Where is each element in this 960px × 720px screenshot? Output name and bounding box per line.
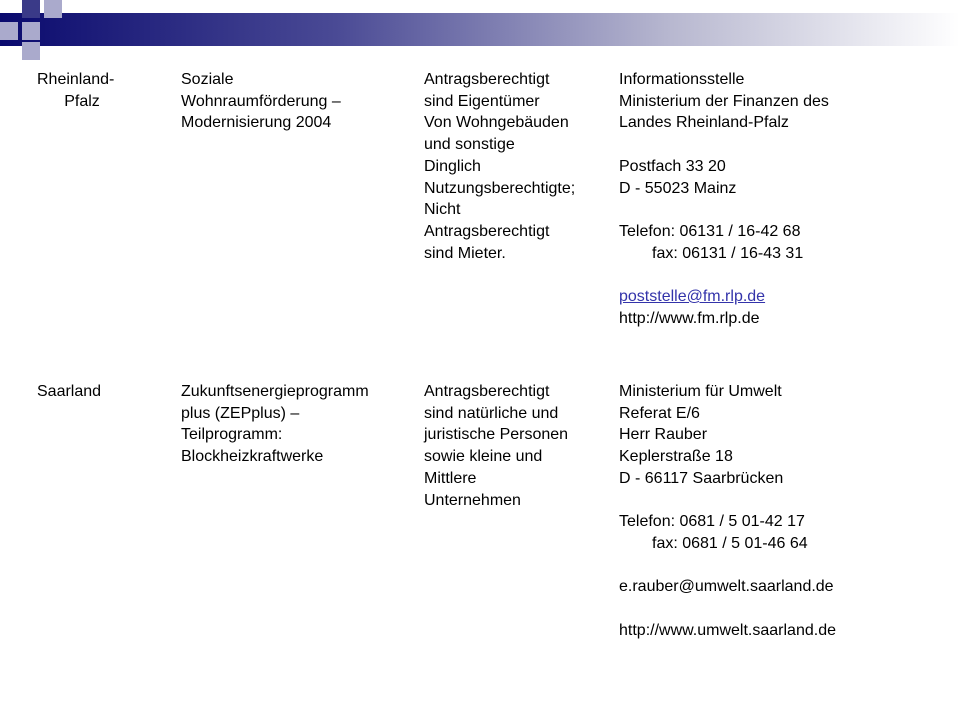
- row-2-eligibility: [424, 381, 568, 511]
- eligibility-text: Antragsberechtigt: [424, 383, 550, 400]
- eligibility-text: Dinglich: [424, 157, 481, 175]
- header-gradient-bar: [0, 13, 960, 46]
- program-name: Soziale: [181, 71, 234, 88]
- eligibility-text: sowie kleine und: [424, 448, 543, 466]
- state-label: Saarland: [37, 383, 102, 400]
- row-1-eligibility: [424, 69, 575, 264]
- program-name: Teilprogramm:: [181, 426, 283, 444]
- contact-org: Herr Rauber: [619, 426, 708, 444]
- contact-phone: Telefon: 0681 / 5 01-42 17: [619, 513, 805, 531]
- program-name: Zukunftsenergieprogramm: [181, 383, 369, 400]
- email-link[interactable]: poststelle@fm.rlp.de: [619, 287, 766, 305]
- contact-org: Landes Rheinland-Pfalz: [619, 114, 789, 132]
- contact-org: D - 66117 Saarbrücken: [619, 469, 784, 487]
- eligibility-text: Antragsberechtigt: [424, 71, 550, 88]
- program-name: plus (ZEPplus) –: [181, 404, 300, 422]
- eligibility-text: sind natürliche und: [424, 404, 559, 422]
- eligibility-text: Mittlere: [424, 469, 477, 487]
- contact-org: Ministerium der Finanzen des: [619, 92, 829, 110]
- contact-email: e.rauber@umwelt.saarland.de: [619, 578, 834, 596]
- contact-website: http://www.umwelt.saarland.de: [619, 621, 836, 639]
- contact-fax: fax: 0681 / 5 01-46 64: [652, 534, 808, 552]
- eligibility-text: Nutzungsberechtigte;: [424, 179, 576, 197]
- row-2-program: [181, 381, 369, 468]
- row-1-program: [181, 69, 341, 134]
- eligibility-text: Unternehmen: [424, 491, 521, 509]
- eligibility-text: und sonstige: [424, 136, 515, 154]
- logo-square-light: [22, 42, 40, 60]
- eligibility-text: Nicht: [424, 201, 461, 219]
- contact-website: http://www.fm.rlp.de: [619, 309, 760, 327]
- program-name: Modernisierung 2004: [181, 114, 332, 132]
- contact-org: Keplerstraße 18: [619, 448, 733, 466]
- contact-org: Informationsstelle: [619, 71, 745, 88]
- contact-email-line: [619, 286, 829, 308]
- row-1-contact: [619, 69, 829, 329]
- eligibility-text: juristische Personen: [424, 426, 569, 444]
- logo-square-light: [22, 22, 40, 40]
- row-2-state: [37, 381, 101, 403]
- state-label: Rheinland-: [37, 71, 115, 88]
- contact-org: Referat E/6: [619, 404, 700, 422]
- eligibility-text: Von Wohngebäuden: [424, 114, 569, 132]
- contact-phone: Telefon: 06131 / 16-42 68: [619, 222, 801, 240]
- contact-address: Postfach 33 20: [619, 157, 726, 175]
- logo-square-light: [44, 0, 62, 18]
- logo-square-dark: [22, 0, 40, 18]
- program-name: Blockheizkraftwerke: [181, 448, 324, 466]
- program-name: Wohnraumförderung –: [181, 92, 341, 110]
- contact-address: D - 55023 Mainz: [619, 179, 737, 197]
- contact-org: Ministerium für Umwelt: [619, 383, 782, 400]
- row-2-contact: [619, 381, 836, 641]
- contact-fax: fax: 06131 / 16-43 31: [652, 244, 804, 262]
- eligibility-text: Antragsberechtigt: [424, 222, 550, 240]
- eligibility-text: sind Mieter.: [424, 244, 506, 262]
- logo-square-light: [0, 22, 18, 40]
- state-label: Pfalz: [64, 92, 100, 110]
- row-1-state: [37, 69, 137, 112]
- eligibility-text: sind Eigentümer: [424, 92, 540, 110]
